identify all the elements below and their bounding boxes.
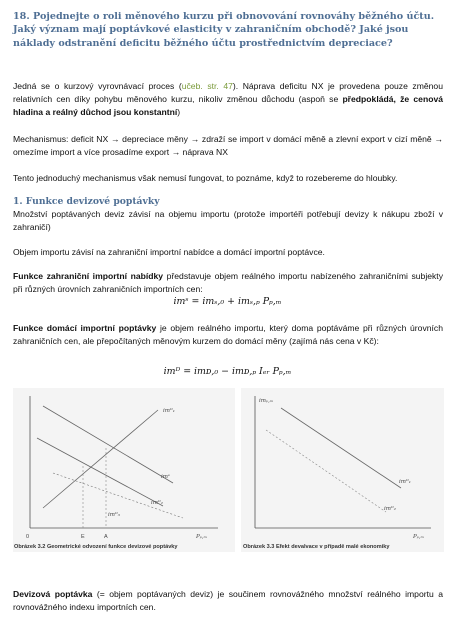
paragraph-text: ) [177, 107, 181, 118]
paragraph-depth: Tento jednoduchý mechanismus však nemusí fungovat, to poznáme, když to rozebereme do hloubky. [13, 173, 398, 183]
label-curve-d1: imᴰ₁ [399, 479, 411, 485]
bold-term: Funkce zahraniční importní nabídky [13, 271, 164, 281]
paragraph-text: ). Náprava deficitu NX je provedena pouze změnou relativních cen díky pohybu měnového kurzu, nikoliv změnou důchodu (aspoň se [13, 81, 443, 105]
figure-right [241, 388, 444, 552]
bold-term: Funkce domácí importní poptávky [13, 323, 157, 333]
paragraph-currency-demand [13, 588, 443, 614]
label-curve-d3: imᴰ₃ [108, 512, 120, 518]
textbook-reference-link[interactable]: učeb. str. 47 [181, 81, 233, 91]
paragraph-demand-deviz: Množství poptávaných deviz závisí na objemu importu (protože importéři potřebují devizy k nákupu zboží v zahraničí) [13, 209, 443, 233]
label-tick-e: E [81, 534, 85, 540]
demand-curve-2 [266, 430, 386, 512]
label-curve-d2: imᴰ₂ [384, 506, 396, 512]
figure-left [13, 388, 235, 552]
figure-left-graph [13, 388, 235, 552]
label-curve-s: imˢ [161, 474, 170, 480]
label-origin: 0 [26, 534, 30, 540]
label-tick-a: A [104, 534, 108, 540]
paragraph-text: Jedná se o kurzový vyrovnávací proces ( [13, 81, 182, 91]
paragraph-balancing-process [13, 80, 443, 120]
paragraph-text: představuje objem reálného importu nabízeného zahraničními subjekty při různých úrovních zahraničních importních cen: [13, 271, 443, 295]
label-x-axis: Pₚ,ₘ [196, 534, 208, 540]
paragraph-text: (= objem poptávaných deviz) je součinem rovnovážného množství reálného importu a rovnovážného indexu importních cen. [13, 589, 443, 613]
paragraph-foreign-supply [13, 270, 443, 296]
paragraph-mechanism: Mechanismus: deficit NX → depreciace měny → zdraží se import v domácí měně a zlevní export v cizí měně → omezíme import a více prosadíme export → náprava NX [13, 134, 443, 158]
label-curve-d2: imᴰ₂ [151, 500, 163, 506]
paragraph-import-volume: Objem importu závisí na zahraniční importní nabídce a domácí importní poptávce. [13, 247, 325, 257]
demand-curve-2 [37, 438, 163, 506]
question-heading: 18. Pojednejte o roli měnového kurzu při obnovování rovnováhy běžného účtu. Jaký význam mají poptávkové elasticity v zahraničním obchodě? Jaké jsou náklady odstranění deficitu běžného účtu prostřednictvím depreciace? [13, 11, 435, 49]
formula-import-demand: imᴰ = imᴅ,₀ − imᴅ,ₚ Iₑᵣ Pₚ,ₘ [163, 366, 292, 377]
label-x-axis: Pₚ,ₘ [413, 534, 425, 540]
figure-right-caption: Obrázek 3.3 Efekt devalvace v případě malé ekonomiky [243, 544, 390, 550]
paragraph-domestic-demand [13, 322, 443, 348]
demand-curve-1 [281, 408, 401, 488]
bold-assumption: předpokládá, že cenová hladina a reálný důchod jsou konstantní [13, 94, 444, 118]
figure-left-caption: Obrázek 3.2 Geometrické odvození funkce devizové poptávky [14, 544, 178, 550]
bold-term: Devizová poptávka [13, 589, 93, 599]
label-y-axis: imₚ,ₘ [259, 398, 274, 404]
formula-import-supply: imˢ = imₛ,₀ + imₛ,ₚ Pₚ,ₘ [173, 296, 282, 307]
paragraph-text: je objem reálného importu, který doma poptáváme při různých úrovních zahraničních cen, ale přepočítaných měnovým kurzem do domácí měny (zajímá nás cena v Kč): [13, 323, 443, 347]
section-title: 1. Funkce devizové poptávky [13, 196, 160, 207]
supply-curve [43, 410, 158, 508]
label-curve-d1: imᴰ₁ [163, 408, 175, 414]
figure-right-graph [241, 388, 444, 552]
demand-curve-1 [43, 406, 173, 483]
